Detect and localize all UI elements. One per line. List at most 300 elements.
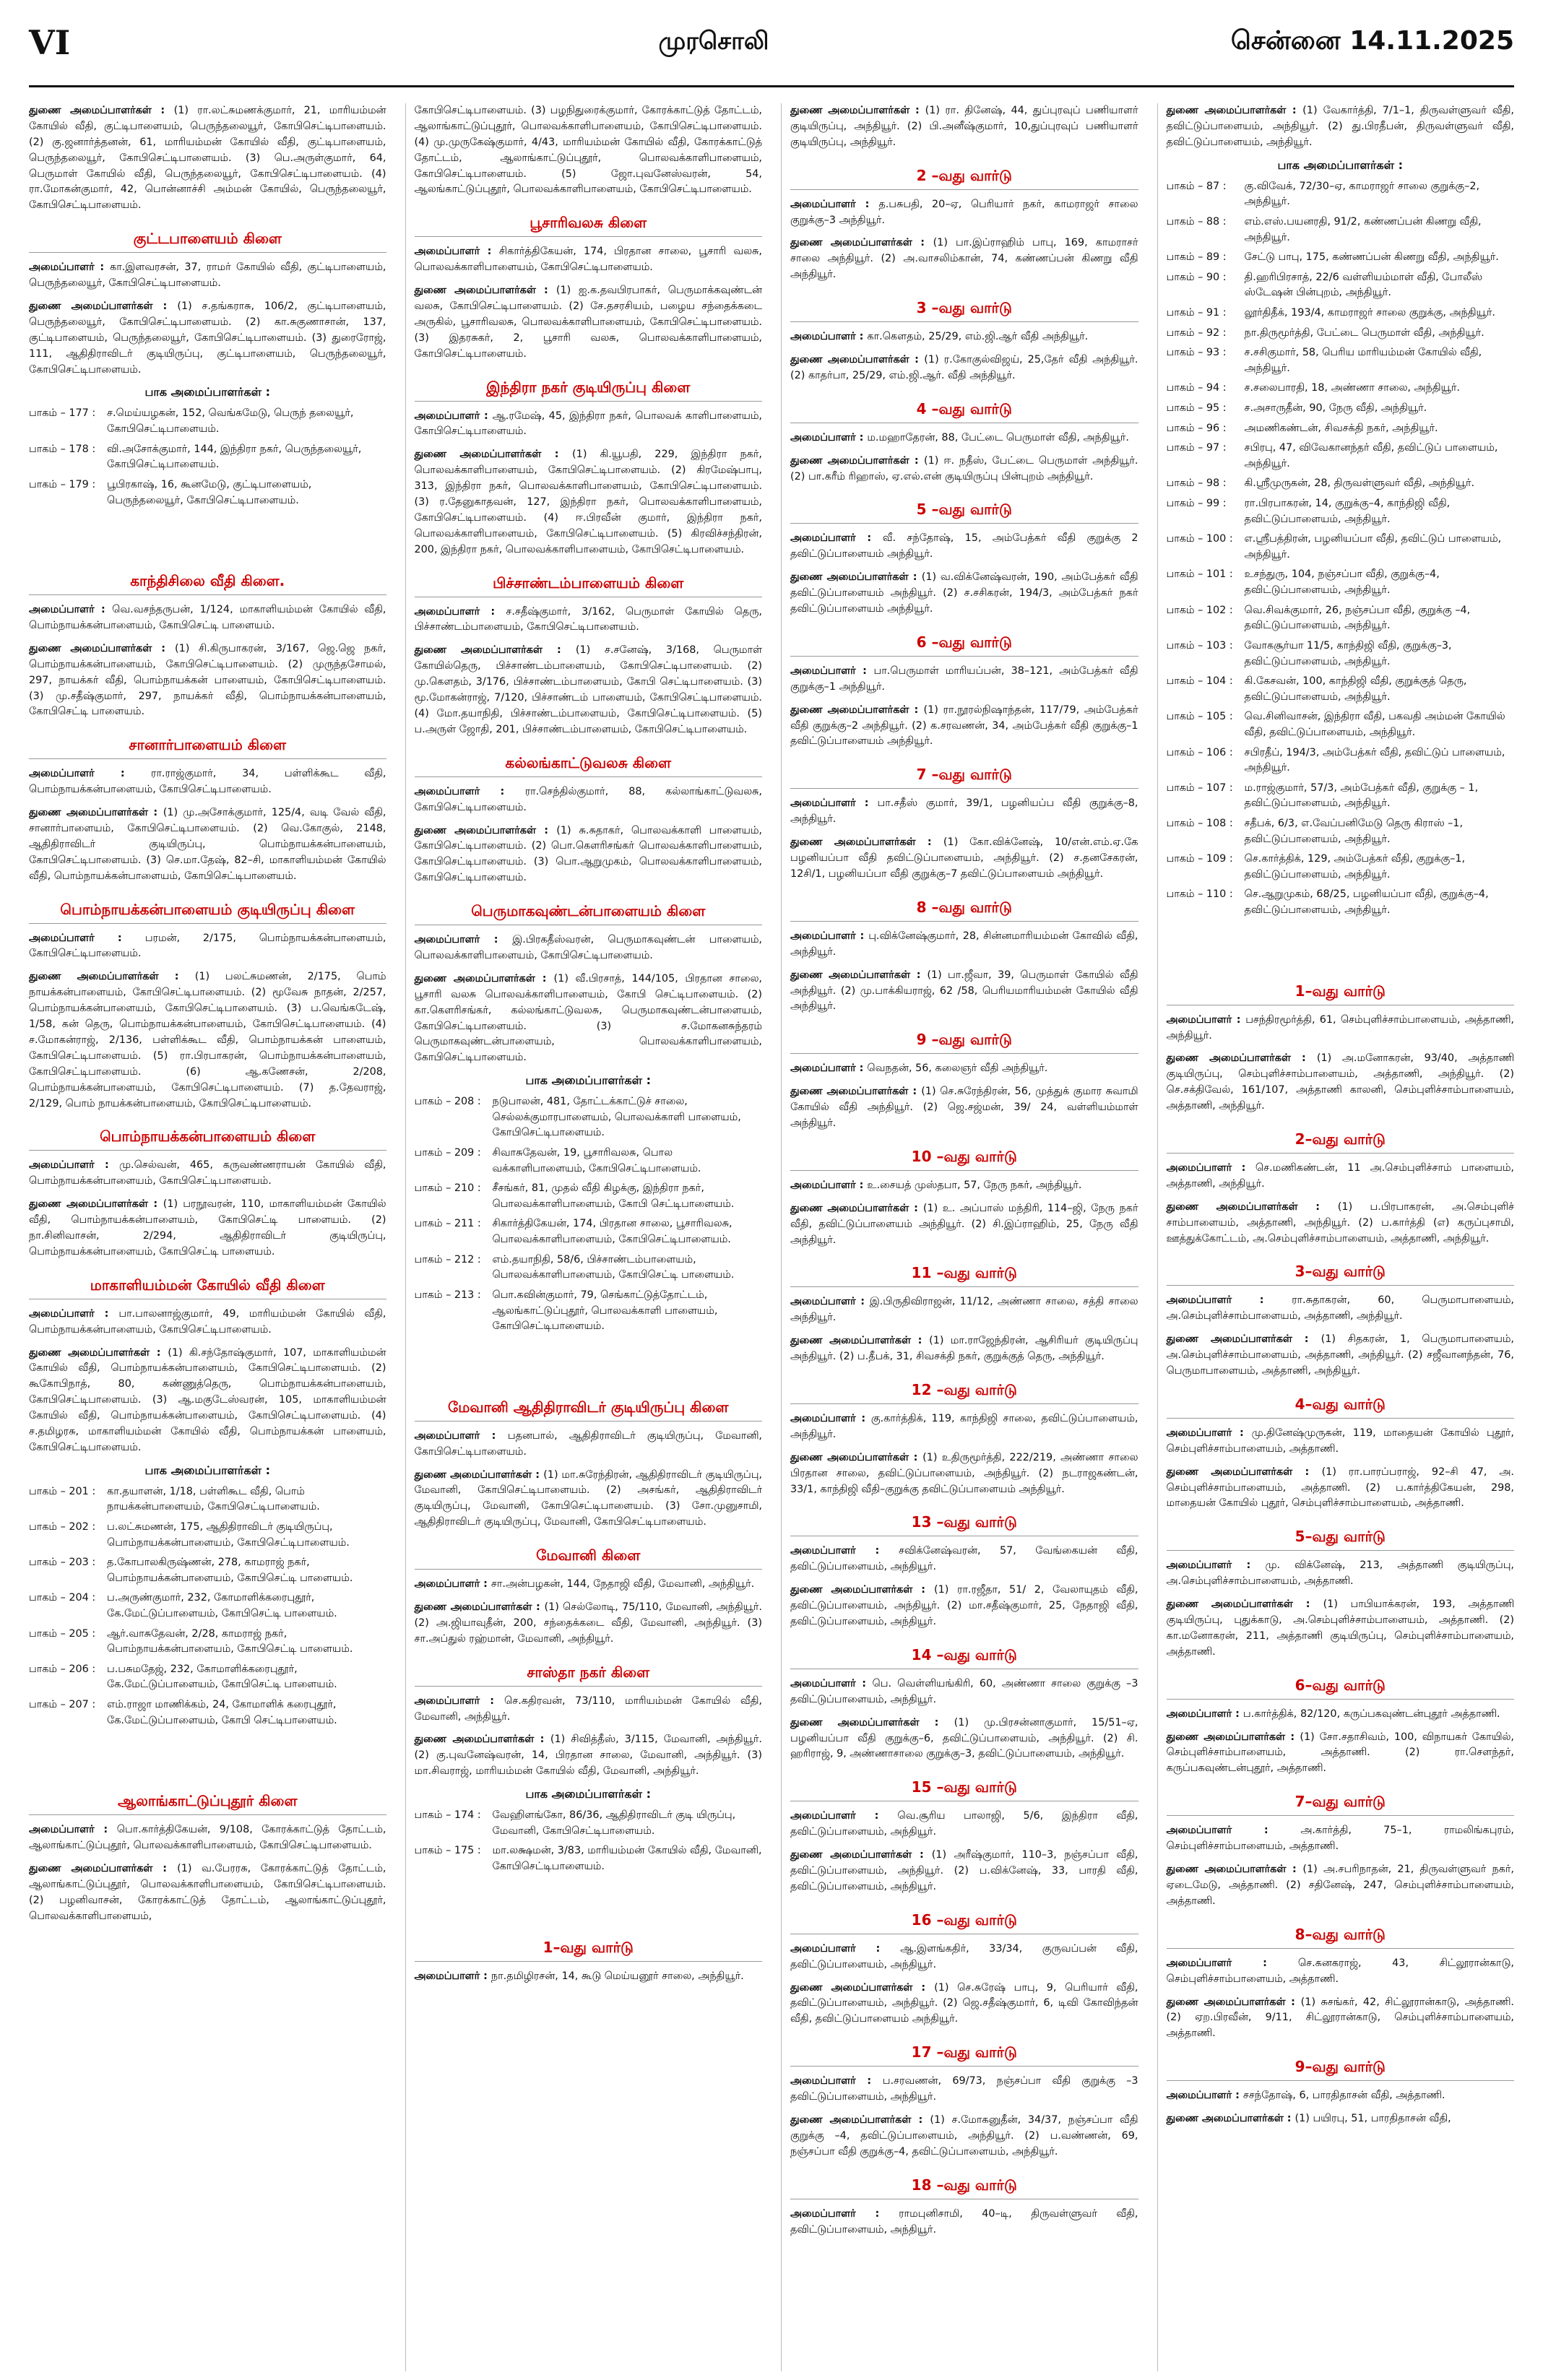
role-label: அமைப்பாளர் : [790,1942,901,1955]
booth-number: பாகம் – 201 : [29,1485,96,1497]
booth-number: பாகம் – 97 : [1166,442,1227,454]
paragraph-text: (1) பலட்சுமணன், 2/175, பொம் நாயக்கன்பாளையம், கோபிசெட்டிபாளையம். (2) மூவேசு நாதன், 2/257, பொம்நாயக்கன்பாளையம், கோபிசெட்டிபாளையம். (3) ப.வெங்கடேஷ், 1/58, கன் தெரு, பொம்நாயக்கன்பாளையம், கோபிசெட்டிபாளையம். (4) ச.மோகன்ராஜ், 2/136, பள்ளிக்கூட வீதி, பொம்நாயக்கன் பாளையம், கோபிசெட்டிபாளையம். (5) ரா.பிரபாகரன், பொம்நாயக்கன்பாளையம், கோபிசெட்டிபாளையம். (6) ஆ.கணேசன், 2/208, பொம்நாயக்கன்பாளையம், கோபிசெட்டிபாளையம். (7) த.தேவராஜ், 2/129, பொம் நாயக்கன்பாளையம், கோபிசெட்டிபாளையம். [29,971,386,1109]
paragraph [1167,1465,1515,1513]
paragraph-text: பெ. வெள்ளியங்கிரி, 60, அண்ணா சாலை குறுக்கு –3 தவிட்டுப்பாளையம், அந்தியூர். [790,1677,1138,1705]
paragraph-text: உ.சையத் முஸ்தபா, 57, நேரு நகர், அந்தியூர். [867,1179,1082,1191]
paragraph [790,835,1138,883]
booth-entry [29,442,386,473]
paragraph-text: பா.பெருமாள் மாரியப்பன், 38–121, அம்பேத்கர் வீதி குறுக்கு–1 அந்தியூர். [790,665,1138,693]
booth-text: எம்.தயாநிதி, 58/6, பிச்சாண்டம்பாளையம், பொலவக்காளிபாளையம், கோபிசெட்டி பாளையம். [492,1253,735,1281]
paragraph [790,1411,1138,1443]
role-label: அமைப்பாளர் : [414,785,525,797]
masthead [29,0,1514,87]
section-heading: சாஸ்தா நகர் கிளை [415,1663,763,1687]
booth-text: வெ.சிவக்குமார், 26, நஞ்சப்பா வீதி, குறுக்கு –4, தவிட்டுப்பாளையம், அந்தியூர். [1244,604,1471,632]
paragraph [1167,1995,1515,2043]
paragraph-text: வெநதன், 56, கலைஞர் வீதி அந்தியூர். [867,1063,1048,1075]
role-label: துணை அமைப்பாளர்கள் : [790,1086,922,1098]
booth-text: கி.கேசவன், 100, காந்திஜி வீதி, குறுக்குத் தெரு, தவிட்டுப்பாளையம், அந்தியூர். [1244,675,1467,703]
role-label: துணை அமைப்பாளர்கள் : [29,1863,178,1875]
paragraph [1167,1823,1515,1855]
role-label: துணை அமைப்பாளர்கள் : [1166,1996,1301,2008]
paragraph-text: (1) ஈ. நதீஸ், பேட்டை பெருமாள் அந்தியூர். (2) பா.கரீம் ரிஹாஸ், ஏ.எல்.என் குடியிருப்பு பின்புறம் அந்தியூர். [790,454,1138,483]
paragraph-text: (1) ரா.ரஜீதா, 51/ 2, வேலாயுதம் வீதி, தவிட்டுப்பாளையம், அந்தியூர். (2) மா.சதீஷ்குமார், 25, நேதாஜி வீதி, தவிட்டுப்பாளையம், அந்தியூர். [790,1584,1138,1627]
role-label: அமைப்பாளர் : [790,1412,871,1424]
booth-number: பாகம் – 90 : [1166,271,1227,283]
booth-entry [1167,270,1515,301]
section-heading: 10 –வது வார்டு [790,1148,1138,1171]
booth-entry [1167,179,1515,210]
paragraph-text: (1) அ.சபரிநாதன், 21, திருவள்ளுவர் நகர், ஏடைமேடு, அத்தாணி. (2) சதினேஷ், 247, செம்புளிச்சாம்பாளையம், அத்தாணி. [1166,1864,1514,1907]
section-heading: 9 –வது வார்டு [790,1031,1138,1054]
role-label: துணை அமைப்பாளர்கள் : [1166,1052,1317,1065]
subheading: பாக அமைப்பாளர்கள் : [144,1463,270,1477]
booth-text: எம்.எஸ்.பயனரதி, 91/2, கண்ணப்பன் கிணறு வீதி, அந்தியூர். [1244,215,1482,243]
paragraph-text: மு.செல்வன், 465, கருவண்ணராயன் கோயில் வீதி, பொம்நாயக்கன்பாளையம், கோபிசெட்டிபாளையம். [29,1159,386,1187]
paragraph-text: சசந்தோஷ், 6, பாரதிதாசன் வீதி, அத்தாணி. [1242,2090,1445,2102]
paragraph [1167,1862,1515,1910]
booth-text: பொ.கவின்குமார், 79, செங்காட்டுத்தோட்டம், ஆலங்காட்டுப்புதூர், பொலவக்காளி பாளையம், கோபிசெட்டிபாளையம். [492,1289,718,1333]
booth-text: வி.அசோக்குமார், 144, இந்திரா நகர், பெருந்தலையூர், கோபிசெட்டிபாளையம். [107,443,362,471]
booth-entry [1167,306,1515,321]
booth-entry [1167,326,1515,342]
booth-number: பாகம் – 104 : [1166,675,1233,688]
paragraph [29,969,386,1112]
section-heading: 2 –வது வார்டு [790,167,1138,190]
paragraph-text: ரா.ராஜ்குமார், 34, பள்ளிக்கூட வீதி, பொம்நாயக்கன்பாளையம், கோபிசெட்டிபாளையம். [29,768,386,796]
section-heading: மேவானி கிளை [415,1546,763,1570]
role-label: துணை அமைப்பாளர்கள் : [29,1198,163,1211]
booth-text: லூர்திதீக், 193/4, காமராஜர் சாலை குறுக்கு, அந்தியூர். [1244,306,1495,319]
booth-text: செ.கார்த்திக், 129, அம்பேத்கர் வீதி, குறுக்கு–1, தவிட்டுப்பாளையம், அந்தியூர். [1244,853,1466,880]
booth-number: பாகம் – 96 : [1166,422,1227,434]
paragraph [790,1942,1138,1973]
booth-number: பாகம் – 211 : [414,1218,481,1230]
paragraph-text: (1) சுசங்கர், 42, சிட்லூரான்காடு, அத்தாணி. (2) ஏற.பிரவீன், 9/11, சிட்லூரான்காடு, செம்புளிச்சாம்பாளையம், அத்தாணி. [1166,1996,1514,2040]
section-heading: 5 –வது வார்டு [790,501,1138,524]
paragraph [790,929,1138,961]
paragraph-text: கா.கௌதம், 25/29, எம்.ஜி.ஆர் வீதி அந்தியூர். [867,331,1089,343]
booth-entry [1167,674,1515,705]
booth-entry [1167,215,1515,246]
booth-text: தி.ஹரிபிரசாத், 22/6 வள்ளியம்மாள் வீதி, போலீஸ் ஸ்டேஷன் பின்புறம், அந்தியூர். [1244,271,1483,299]
role-label: அமைப்பாளர் : [29,261,110,274]
role-label: துணை அமைப்பாளர்கள் : [790,571,922,584]
booth-number: பாகம் – 101 : [1166,568,1233,581]
paragraph [29,1158,386,1190]
role-label: துணை அமைப்பாளர்கள் : [1166,1333,1321,1346]
paragraph-text: (1) மு.பிரசன்னாகுமார், 15/51–ஏ, பழனியப்பா வீதி குறுக்கு–6, தவிட்டுப்பாளையம், அந்தியூர். (2) சி. ஹரிராஜ், 9, அண்ணாசாலை குறுக்கு–3, தவிட்டுப்பாளையம், அந்தியூர். [790,1716,1138,1760]
paragraph [790,2113,1138,2160]
column-3 [781,103,1138,2371]
booth-number: பாகம் – 210 : [414,1182,481,1195]
booth-number: பாகம் – 203 : [29,1557,96,1569]
paragraph-text: கு.கார்த்திக், 119, காந்திஜி சாலை, தவிட்டுப்பாளையம், அந்தியூர். [790,1412,1138,1440]
role-label: அமைப்பாளர் : [790,198,879,210]
booth-entry [1167,401,1515,417]
role-label: அமைப்பாளர் : [790,1677,873,1689]
spacer [29,513,386,556]
paragraph-text: (1) சோ.சதாசிவம், 100, விநாயகர் கோயில், செம்புளிச்சாம்பாளையம், அத்தாணி. (2) ரா.சௌந்தர், கருப்பகவுண்டன்புதூர், அத்தாணி. [1166,1731,1514,1775]
paragraph [790,531,1138,563]
role-label: துணை அமைப்பாளர்கள் : [790,836,943,849]
spacer [29,1733,386,1776]
role-label: துணை அமைப்பாளர்கள் : [414,1601,545,1613]
booth-entry [415,1216,763,1247]
paragraph-text: (1) மா.ராஜேந்திரன், ஆசிரியர் குடியிருப்பு அந்தியூர். (2) ப.தீபக், 31, சிவசக்தி நகர், குறுக்குத் தெரு, அந்தியூர். [790,1335,1138,1363]
booth-text: சேட்டு பாபு, 175, கண்ணப்பன் கிணறு வீதி, அந்தியூர். [1244,251,1499,264]
booth-number: பாகம் – 175 : [414,1845,481,1857]
dateline: சென்னை 14.11.2025 [1230,26,1514,56]
paragraph-text: வெ.வசந்தருபன், 1/124, மாகாளியம்மன் கோயில் வீதி, பொம்நாயக்கன்பாளையம், கோபிசெட்டி பாளையம். [29,604,386,632]
booth-number: பாகம் – 107 : [1166,782,1233,794]
role-label: துணை அமைப்பாளர்கள் : [790,2114,930,2126]
booth-text: நா.திருமூர்த்தி, பேட்டை பெருமாள் வீதி, அந்தியூர். [1244,326,1484,339]
role-label: துணை அமைப்பாளர்கள் : [1166,1200,1338,1213]
section-heading: 11 –வது வார்டு [790,1264,1138,1287]
paragraph-text: பு.விக்னேஷ்குமார், 28, சின்னமாரியம்மன் கோவில் வீதி, அந்தியூர். [790,930,1138,958]
section-heading: 9–வது வார்டு [1167,2058,1515,2081]
paragraph [790,1544,1138,1575]
paragraph-text: (1) ரா. தினேஷ், 44, துப்புரவுப் பணியாளர் குடியிருப்பு, அந்தியூர். (2) பி.அனீஷ்குமார், 10,துப்புரவுப் பணியாளர் குடியிருப்பு, அந்தியூர். [790,105,1138,148]
paragraph-text: பா.பாலனாஜ்குமார், 49, மாரியம்மன் கோயில் வீதி, பொம்நாயக்கன்பாளையம், கோபிசெட்டிபாளையம். [29,1307,386,1336]
booth-number: பாகம் – 205 : [29,1627,96,1640]
paragraph-text: சிகார்த்திகேயன், 174, பிரதான சாலை, பூசாரி வலசு, பொலவக்காளிபாளையம், கோபிசெட்டிபாளையம். [414,246,762,274]
section-heading: 3 –வது வார்டு [790,299,1138,322]
paragraph [1167,1161,1515,1193]
column-4 [1157,103,1515,2371]
booth-number: பாகம் – 89 : [1166,251,1227,264]
paragraph [790,1848,1138,1895]
paragraph [415,1600,763,1648]
role-label: துணை அமைப்பாளர்கள் : [790,1584,935,1596]
role-label: துணை அமைப்பாளர்கள் : [414,972,554,985]
booth-number: பாகம் – 106 : [1166,746,1233,758]
paragraph-text: (1) ச.தங்கராசு, 106/2, குட்டிபாளையம், பெருந்தலையூர், கோபிசெட்டிபாளையம். (2) கா.சுகுணாசான், 137, குட்டிபாளையம், பெருந்தலையூர், கோபிசெட்டிபாளையம். (3) துரைரோஜ், 111, ஆதிதிராவிடர் குடியிருப்பு, குட்டிபாளையம், பெருந்தலையூர், கோபிசெட்டிபாளையம். [29,300,386,376]
role-label: அமைப்பாளர் : [1166,1294,1292,1307]
paragraph [1167,2111,1515,2127]
booth-number: பாகம் – 92 : [1166,326,1227,339]
booth-number: பாகம் – 178 : [29,443,96,455]
paragraph [790,352,1138,384]
role-label: துணை அமைப்பாளர்கள் : [790,454,925,467]
paragraph-text: செ.கனகராஜ், 43, சிட்லூரான்காடு, செம்புளிச்சாம்பாளையம், அத்தாணி. [1166,1957,1514,1985]
paragraph [790,235,1138,283]
booth-entry [1167,496,1515,527]
booth-text: ச.அசாருதீன், 90, நேரு வீதி, அந்தியூர். [1244,402,1427,414]
paragraph-text: இ.பிருதிவிராஜன், 11/12, அண்ணா சாலை, சத்தி சாலை அந்தியூர். [790,1296,1138,1324]
booth-number: பாகம் – 94 : [1166,382,1227,394]
paragraph-text: ப.சரவணன், 69/73, நஞ்சப்பா வீதி குறுக்கு –3 தவிட்டுப்பாளையம், அந்தியூர். [790,2075,1138,2103]
booth-entry [1167,781,1515,812]
role-label: துணை அமைப்பாளர்கள் : [1166,2113,1295,2125]
role-label: துணை அமைப்பாளர்கள் : [1166,1864,1303,1876]
section-heading: ஆலாங்காட்டுப்புதூர் கிளை [29,1792,386,1815]
paragraph-text: கா.இளவரசன், 37, ராமர் கோயில் வீதி, குட்டிபாளையம், பெருந்தலையூர், கோபிசெட்டிபாளையம். [29,261,386,290]
paragraph-text: ப.கார்த்திக், 82/120, கருப்பகவுண்டன்புதூர் அத்தாணி. [1242,1708,1500,1720]
section-heading: 5–வது வார்டு [1167,1528,1515,1551]
paragraph-text: ராமபுனிசாமி, 40–டி, திருவள்ளுவர் வீதி, தவிட்டுப்பாளையம், அந்தியூர். [790,2207,1138,2236]
role-label: அமைப்பாளர் : [790,331,868,343]
paragraph [415,643,763,737]
paragraph-text: பா.சதீஸ் குமார், 39/1, பழனியப்ப வீதி குறுக்கு–8, அந்தியூர். [790,797,1138,826]
role-label: துணை அமைப்பாளர்கள் : [29,642,175,654]
booth-entry [1167,887,1515,918]
booth-entry [29,1627,386,1658]
paragraph [1167,103,1515,151]
role-label: துணை அமைப்பாளர்கள் : [790,1202,923,1214]
booth-number: பாகம் – 88 : [1166,215,1227,228]
role-label: துணை அமைப்பாளர்கள் : [790,105,925,116]
paragraph [415,932,763,964]
role-label: அமைப்பாளர் : [790,1545,899,1557]
paragraph [415,972,763,1066]
paragraph [790,1450,1138,1498]
section-heading: 8 –வது வார்டு [790,899,1138,922]
paragraph [790,329,1138,345]
booth-entry [415,1181,763,1212]
role-label: அமைப்பாளர் : [414,410,493,422]
paragraph-text: (1) கி.சந்தோஷ்குமார், 107, மாகாளியம்மன் கோயில் வீதி, பொம்நாயக்கன்பாளையம், கோபிசெட்டிபாளையம். (2) கூகோபிநாத், 80, கண்ணுத்தெரு, பொம்நாயக்கன்பாளையம், கோபிசெட்டிபாளையம். (3) ஆ.மகுடேஸ்வரன், 105, மாகாளியம்மன் கோயில் வீதி, பொம்நாயக்கன்பாளையம், கோபிசெட்டிபாளையம். (4) ச.தமிழரசு, மாகாளியம்மன் கோயில் வீதி, பொம்நாயக்கன் பாளையம், கோபிசெட்டிபாளையம். [29,1346,386,1453]
paragraph-text: (1) பா.ஜீவா, 39, பெருமாள் கோயில் வீதி அந்தியூர். (2) மு.பாக்கியராஜ், 62 /58, பெரியமாரியம்மன் கோயில் வீதி அந்தியூர். [790,969,1138,1013]
section-heading: பொம்நாயக்கன்பாளையம் குடியிருப்பு கிளை [29,901,386,924]
booth-text: ச.மெய்யழகன், 152, வெங்கமேடு, பெருந் தலையூர், கோபிசெட்டிபாளையம். [107,407,354,436]
paragraph-text: (1) ரா.நூரல்நிஷாந்தன், 117/79, அம்பேத்கர் வீதி குறுக்கு–2 அந்தியூர். (2) க.சரவணன், 34, அம்பேத்கர் வீதி குறுக்கு–1 தவிட்டுப்பாளையம் அந்தியூர். [790,704,1138,748]
paragraph [29,602,386,634]
paragraph-text: (1) கோ.விக்னேஷ், 10/என்.எம்.ஏ.கே பழனியப்பா வீதி தவிட்டுப்பாளையம், அந்தியூர். (2) ச.தனசேகரன், 12சி/1, பழனியப்பா வீதி குறுக்கு–7 தவிட்டுப்பாளையம் அந்தியூர். [790,836,1138,880]
role-label: துணை அமைப்பாளர்கள் : [414,824,557,836]
paragraph [790,103,1138,151]
booth-number: பாகம் – 102 : [1166,604,1233,616]
booth-text: வெ.சினிவாசன், இந்திரா வீதி, பகவதி அம்மன் கோயில் வீதி, தவிட்டுப்பாளையம், அந்தியூர். [1244,711,1505,738]
paragraph-text: (1) வேகார்த்தி, 7/1–1, திருவள்ளுவர் வீதி, தவிட்டுப்பாளையம், அந்தியூர். (2) து.பிரதீபன், திருவள்ளுவர் வீதி, தவிட்டுப்பாளையம், அந்தியூர். [1166,105,1514,148]
paragraph-text: பரமன், 2/175, பொம்நாயக்கன்பாளையம், கோபிசெட்டிபாளையம். [29,932,386,960]
paragraph [415,409,763,441]
paragraph [415,1468,763,1531]
subheading: பாக அமைப்பாளர்கள் : [525,1073,651,1088]
paragraph [415,605,763,636]
paragraph-text: மு. விக்னேஷ், 213, அத்தாணி குடியிருப்பு, அ.செம்புளிச்சாம்பாளையம், அத்தாணி. [1166,1559,1514,1588]
paragraph-text: ஆ.இளங்கதிர், 33/34, குருவப்பன் வீதி, தவிட்டுப்பாளையம், அந்தியூர். [790,1942,1138,1970]
booth-number: பாகம் – 110 : [1166,888,1233,901]
paragraph [29,1822,386,1854]
booth-entry [1167,852,1515,883]
paragraph [415,1732,763,1780]
booth-entry [1167,476,1515,492]
paragraph-text: (1) உதிருமூர்த்தி, 222/219, அண்ணா சாலை பிரதான சாலை, தவிட்டுப்பாளையம், அந்தியூர். (2) நடராஜகண்டன், 33/1, காந்திஜி வீதி–குறுக்கு தவிட்டுப்பாளையம் அந்தியூர். [790,1451,1138,1495]
role-label: துணை அமைப்பாளர்கள் : [1166,1466,1322,1478]
paragraph-text: (1) பாபியாக்கரன், 193, அத்தாணி குடியிருப்பு, புதுக்காடு, அ.செம்புளிச்சாம்பாளையம், அத்தாணி. (2) கா.மனோகரன், 211, அத்தாணி குடியிருப்பு, செம்புளிச்சாம்பாளையம், அத்தாணி. [1166,1598,1514,1658]
paragraph [29,641,386,720]
role-label: அமைப்பாளர் : [29,1159,120,1172]
section-heading: 2–வது வார்டு [1167,1130,1515,1154]
booth-text: ஆர்.வாசுதேவன், 2/28, காமராஜ் நகர், பொம்நாயக்கன்பாளையம், கோபிசெட்டி பாளையம். [107,1627,353,1656]
booth-text: வேஹிளங்கோ, 86/36, ஆதிதிராவிடர் குடி யிருப்பு, மேவானி, கோபிசெட்டிபாளையம். [492,1809,736,1837]
paragraph [415,103,763,198]
role-label: அமைப்பாளர் : [1166,1957,1298,1969]
article-columns [29,87,1514,2371]
role-label: அமைப்பாளர் : [790,930,869,942]
booth-entry [29,1591,386,1622]
section-heading: 1–வது வார்டு [415,1939,763,1962]
role-label: அமைப்பாளர் : [414,1695,505,1707]
role-label: அமைப்பாளர் : [790,2075,883,2087]
paragraph [1167,1956,1515,1988]
booth-entry [1167,250,1515,266]
paragraph [790,1676,1138,1708]
role-label: அமைப்பாளர் : [414,246,499,258]
booth-number: பாகம் – 108 : [1166,818,1233,829]
spacer [415,1879,763,1923]
paragraph [415,244,763,276]
booth-number: பாகம் – 207 : [29,1699,96,1711]
booth-text: சதீபக், 6/3, எ.வேப்பனிமேடு தெரு கிராஸ் –1, தவிட்டுப்பாளையம், அந்தியூர். [1244,818,1464,845]
booth-number: பாகம் – 95 : [1166,402,1227,414]
booth-entry [29,1662,386,1693]
booth-text: கு.விவேக், 72/30–ஏ, காமராஜர் சாலை குறுக்கு–2, அந்தியூர். [1244,180,1480,208]
section-heading: 7 –வது வார்டு [790,766,1138,789]
paragraph [29,1346,386,1456]
paragraph [790,703,1138,750]
role-label: துணை அமைப்பாளர்கள் : [414,285,556,297]
booth-entry [1167,532,1515,563]
paragraph-text: (1) ப.பிரபாகரன், அ.செம்புளிச் சாம்பாளையம், அத்தாணி, அந்தியூர். (2) ப.கார்த்தி (எ) கருப்புசாமி, ஊத்துக்கோட்டம், அ.செம்புளிச்சாம்பாளையம், அத்தாணி, அந்தியூர். [1166,1200,1514,1245]
booth-text: எம்.ராஜா மாணிக்கம், 24, கோமாளிக் கரைபுதூர், கே.மேட்டுப்பாளையம், கோபி செட்டிபாளையம். [107,1699,337,1726]
booth-entry [1167,603,1515,634]
section-heading: 12 –வது வார்டு [790,1381,1138,1404]
booth-text: ரா.பிரபாகரன், 14, குறுக்கு–4, காந்திஜி வீதி, தவிட்டுப்பாளையம், அந்தியூர். [1244,498,1451,525]
booth-text: கா.தயாளன், 1/18, பள்ளிகூட வீதி, பொம் நாயக்கன்பாளையம், கோபிசெட்டிபாளையம். [107,1485,320,1513]
section-heading: குட்டபாளையம் கிளை [29,230,386,253]
booth-text: சீசங்கர், 81, முதல் வீதி கிழக்கு, இந்திரா நகர், பொலவக்காளிபாளையம், கோபி செட்டிபாளையம். [492,1182,735,1210]
column-2 [405,103,763,2371]
paragraph-text: வெ.சூரிய பாலாஜி, 5/6, இந்திரா வீதி, தவிட்டுப்பாளையம், அந்தியூர். [790,1810,1138,1838]
role-label: அமைப்பாளர் : [790,2207,899,2220]
paragraph [790,1294,1138,1326]
booth-entry [415,1252,763,1284]
newspaper-title: முரசொலி [658,27,769,56]
booth-entry [415,1288,763,1335]
role-label: அமைப்பாளர் : [29,932,145,944]
paragraph-text: (1) ஐ.க.தவபிரபாகர், பெருமாக்கவுண்டன் வலசு, கோபிசெட்டிபாளையம். (2) சே.தசரசியம், பழைய சந்தைக்கடை அருகில், பூசாரிவலசு, பொலவக்காளிபாளையம், கோபிசெட்டிபாளையம். (3) இதரசுகர், 2, பூசாரி வலசு, பொலவக்காளிபாளையம், கோபிசெட்டிபாளையம். [414,285,762,360]
subheading: பாக அமைப்பாளர்கள் : [1277,157,1403,172]
role-label: துணை அமைப்பாளர்கள் : [790,969,928,981]
paragraph-text: ச.சதீஷ்குமார், 3/162, பெருமாள் கோயில் தெரு, பிச்சாண்டம்பாளையம், கோபிசெட்டிபாளையம். [414,605,762,633]
role-label: அமைப்பாளர் : [790,1810,898,1822]
paragraph-text: (1) வ.பேரரசு, கோரக்காட்டுத் தோட்டம், ஆலாங்காட்டுப்புதூர், பொலவக்காளிபாளையம், கோபிசெட்டிபாளையம். (2) பழனிவாசன், கோரக்காட்டுத் தோட்டம், ஆலாங்காட்டுப்புதூர், பொலவக்காளிபாளையம், [29,1863,386,1922]
booth-text: உசந்துரு, 104, நஞ்சப்பா வீதி, குறுக்கு–4, தவிட்டுப்பாளையம், அந்தியூர். [1244,568,1440,597]
booth-text: சபிரதீப், 194/3, அம்பேத்கர் வீதி, தவிட்டுப் பாளையம், அந்தியூர். [1244,746,1505,774]
paragraph [1167,1730,1515,1778]
role-label: துணை அமைப்பாளர்கள் : [414,1468,544,1481]
paragraph [1167,1597,1515,1661]
section-heading: காந்திசிலை வீதி கிளை. [29,572,386,595]
paragraph [415,1694,763,1726]
booth-number: பாகம் – 179 : [29,478,96,490]
booth-number: பாகம் – 109 : [1166,853,1233,865]
booth-number: பாகம் – 212 : [414,1253,481,1265]
paragraph-text: (1) சி.கிருபாகரன், 3/167, ஜெ.ஜெ நகர், பொம்நாயக்கன்பாளையம், கோபிசெட்டிபாளையம். (2) முருந்தசோமல், 297, நாயக்கர் வீதி, பொம்நாயக்கன் பாளையம், கோபிசெட்டிபாளையம். (3) மு.சதீஷ்குமார், 297, நாயக்கர் வீதி, பொம்நாயக்கன்பாளையம், கோபிசெட்டி பாளையம். [29,642,386,718]
paragraph [790,968,1138,1016]
paragraph [415,1429,763,1461]
paragraph-text: (1) செ.சுரேஷ் பாபு, 9, பெரியார் வீதி, தவிட்டுப்பாளையம், அந்தியூர். (2) ஜெ.சதீஷ்குமார், 6, டிவி கோவிந்தன் வீதி, தவிட்டுப்பாளையம் அந்தியூர். [790,1981,1138,2025]
booth-entry [1167,816,1515,847]
booth-number: பாகம் – 103 : [1166,639,1233,652]
role-label: துணை அமைப்பாளர்கள் : [29,971,195,983]
role-label: அமைப்பாளர் : [1166,1559,1266,1572]
paragraph-text: (1) மு.அசோக்குமார், 125/4, வடி வேல் வீதி, சானார்பாளையம், கோபிசெட்டிபாளையம். (2) வெ.கோகுல், 2148, ஆதிதிராவிடர் குடியிருப்பு, பொம்நாயக்கன்பாளையம், கோபிசெட்டிபாளையம். (3) செ.மா.தேஷ், 82–சி, மாகாளியம்மன் கோயில் வீதி, பொம்நாயக்கன்பாளையம், கோபிசெட்டிபாளையம். [29,807,386,882]
paragraph [790,1981,1138,2028]
paragraph-text: (1) கி.யூபதி, 229, இந்திரா நகர், பொலவக்காளிபாளையம், கோபிசெட்டிபாளையம். (2) கிரமேஷ்பாபு, 313, இந்திரா நகர், பொலவக்காளிபாளையம், கோபிசெட்டிபாளையம். (3) ர.தேனுகாதவன், 127, இந்திரா நகர், பொலவக்காளிபாளையம், கோபிசெட்டிபாளையம். (4) ஈ.பிரவீன் குமார், இந்திரா நகர், பொலவக்காளிபாளையம், கோபிசெட்டிபாளையம். (5) கிரவிச்சந்திரன், 200, இந்திரா நகர், பொலவக்காளிபாளையம், கோபிசெட்டிபாளையம். [414,449,762,555]
column-1 [29,103,386,2371]
paragraph-text: (1) பா.இப்ராஹிம் பாபு, 169, காமராசர் சாலை அந்தியூர். (2) அ.வாசலிம்கான், 74, கண்ணப்பன் கிணறு வீதி அந்தியூர். [790,237,1138,281]
paragraph-text: (1) அ.மனோகரன், 93/40, அத்தாணி குடியிருப்பு, செம்புளிச்சாம்பாளையம், அத்தாணி, அந்தியூர். (2) செ.சக்திவேல், 161/107, அத்தாணி காலனி, செம்புளிச்சாம்பாளையம், அத்தாணி, அந்தியூர். [1166,1052,1514,1112]
role-label: துணை அமைப்பாளர்கள் : [1166,105,1303,116]
role-label: துணை அமைப்பாளர்கள் : [29,300,178,313]
paragraph-text: (1) சிவித்தீஸ், 3/115, மேவானி, அந்தியூர். (2) கு.புவனேஷ்வரன், 14, பிரதான சாலை, மேவானி, அந்தியூர். (3) மா.சிவராஜ், மாரியம்மன் கோயில் வீதி, மேவானி, அந்தியூர். [414,1734,762,1778]
paragraph [29,766,386,798]
booth-text: சிவாசுதேவன், 19, பூசாரிவலசு, பொல வக்காளிபாளையம், கோபிசெட்டிபாளையம். [492,1147,701,1174]
paragraph [415,1577,763,1593]
subheading: பாக அமைப்பாளர்கள் : [525,1787,651,1801]
booth-number: பாகம் – 100 : [1166,533,1233,545]
role-label: துணை அமைப்பாளர்கள் : [414,1734,550,1746]
paragraph [29,931,386,963]
booth-entry [1167,639,1515,670]
paragraph [29,103,386,214]
role-label: துணை அமைப்பாளர்கள் : [29,807,163,819]
paragraph-text: (1) வீ.பிரசாத், 144/105, பிரதான சாலை, பூசாரி வலசு பொலவக்காளிபாளையம், கோபி செட்டிபாளையம். (2) கா.கௌரிசங்கர், கல்லங்காட்டுவலசு, பெருமாகவுண்டன்பாளையம், கோபிசெட்டிபாளையம். (3) ச.மோகனசுந்தரம் பெருமாகவுண்டன்பாளையம், பொலவக்காளிபாளையம், கோபிசெட்டிபாளையம். [414,972,762,1064]
paragraph-text: சா.அன்பழகன், 144, நேதாஜி வீதி, மேவானி, அந்தியூர். [490,1578,755,1591]
role-label: அமைப்பாளர் : [1166,1825,1301,1837]
paragraph [415,283,763,362]
section-heading: மேவானி ஆதிதிராவிடர் குடியிருப்பு கிளை [415,1398,763,1421]
booth-text: சிகார்த்திகேயன், 174, பிரதான சாலை, பூசாரிவலசு, பொலவக்காளிபாளையம், கோபிசெட்டிபாளையம். [492,1218,732,1246]
booth-entry [29,477,386,509]
role-label: அமைப்பாளர் : [790,665,874,677]
paragraph [1167,1293,1515,1325]
paragraph [29,299,386,378]
paragraph-text: நா.தமிழிரசன், 14, கூடு மெய்யனூர் சாலை, அந்தியூர். [490,1970,744,1982]
paragraph-text: (1) செல்லோடி, 75/110, மேவானி, அந்தியூர். (2) அ.ஜியாவுதீன், 200, சந்தைக்கடை வீதி, மேவானி, அந்தியூர். (3) சா.அப்துல் ரஹ்மான், மேவானி, அந்தியூர். [414,1601,762,1645]
section-heading: பூசாரிவலசு கிளை [415,214,763,237]
booth-entry [1167,345,1515,376]
paragraph [1167,1707,1515,1723]
role-label: துணை அமைப்பாளர்கள் : [790,1981,935,1994]
booth-number: பாகம் – 209 : [414,1147,481,1159]
paragraph-text: ஆ.ரமேஷ், 45, இந்திரா நகர், பொலவக் காளிபாளையம், கோபிசெட்டிபாளையம். [414,410,762,438]
paragraph-text: (1) வ.விக்னேஷ்வரன், 190, அம்பேத்கர் வீதி தவிட்டுப்பாளையம் அந்தியூர். (2) ச.சசிகரன், 194/3, அம்பேத்கர் நகர் தவிட்டுப்பாளையம் அந்தியூர். [790,571,1138,615]
section-heading: இந்திரா நகர் குடியிருப்பு கிளை [415,378,763,402]
role-label: அமைப்பாளர் : [790,1063,868,1075]
paragraph [29,805,386,884]
role-label: அமைப்பாளர் : [29,1824,117,1836]
booth-text: சபிரபு, 47, விவேகானந்தர் வீதி, தவிட்டுப் பாளையம், அந்தியூர். [1244,442,1498,469]
booth-number: பாகம் – 202 : [29,1520,96,1533]
section-heading: 7–வது வார்டு [1167,1793,1515,1816]
booth-entry [1167,709,1515,740]
section-heading: 4–வது வார்டு [1167,1395,1515,1419]
booth-entry [29,1484,386,1515]
section-heading: 3–வது வார்டு [1167,1263,1515,1286]
booth-number: பாகம் – 87 : [1166,180,1227,192]
booth-text: அமணிகண்டன், சிவசக்தி நகர், அந்தியூர். [1244,422,1438,434]
paragraph [1167,1200,1515,1247]
booth-number: பாகம் – 174 : [414,1809,481,1822]
section-heading: சானார்பாளையம் கிளை [29,736,386,759]
role-label: துணை அமைப்பாளர்கள் : [790,1451,923,1463]
section-heading: 13 –வது வார்டு [790,1513,1138,1536]
